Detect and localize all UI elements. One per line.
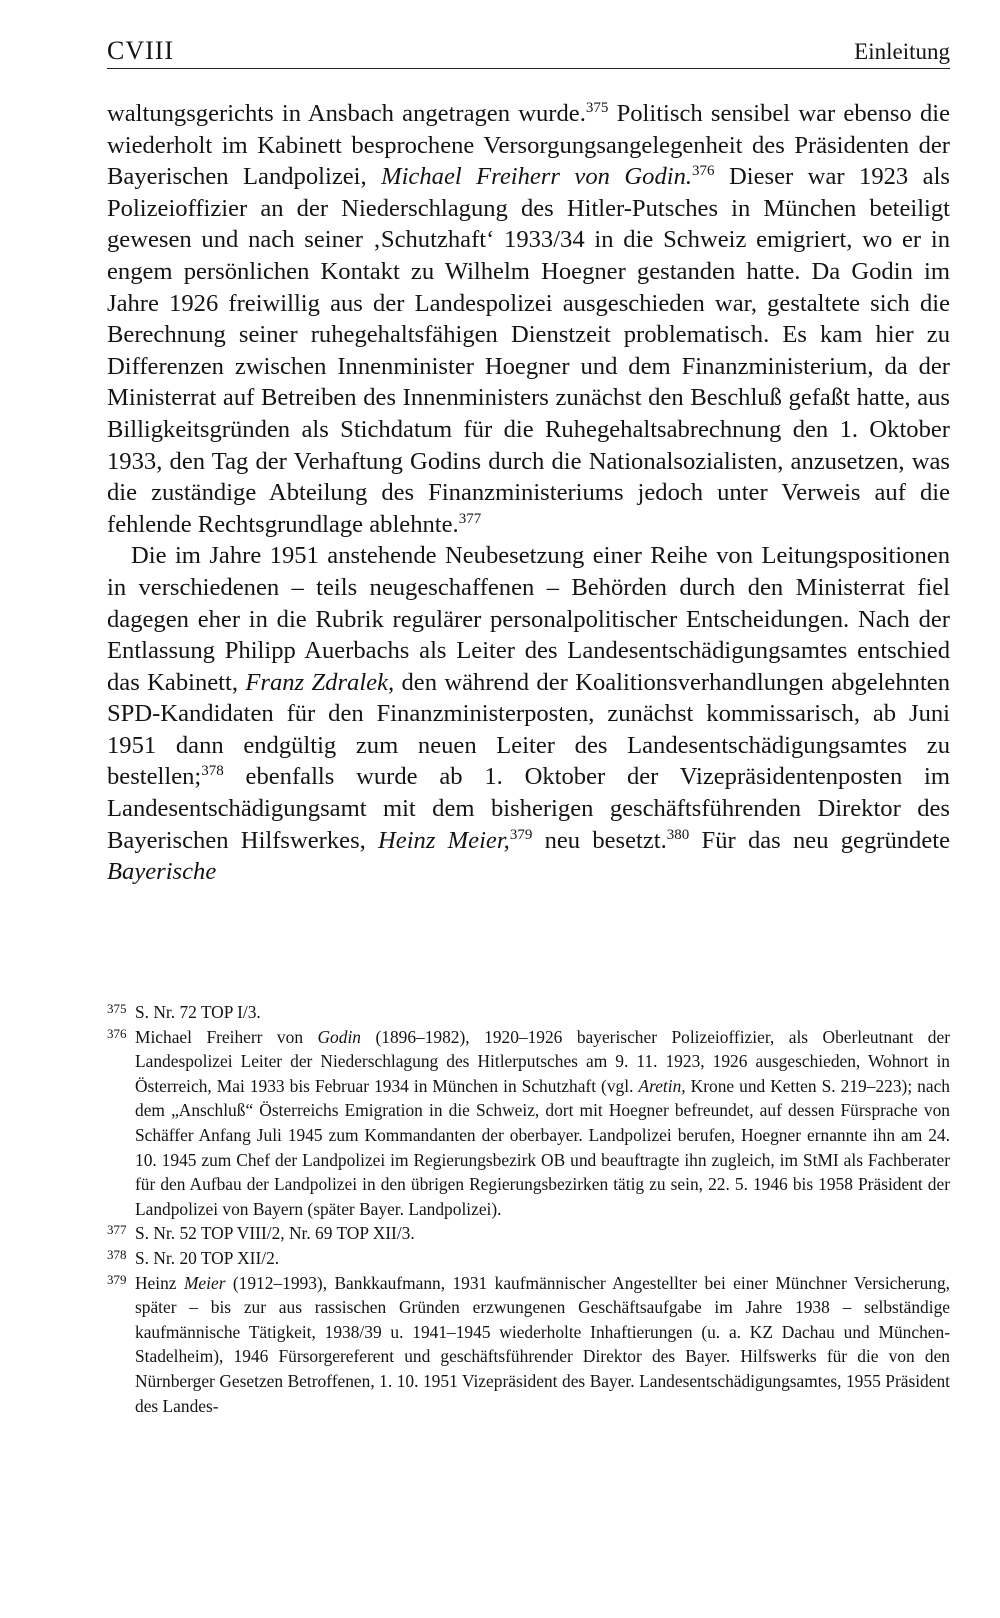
footnote-375 (107, 1000, 950, 1025)
text-run: (1896–1982), 1920–1926 bayerischer Polizeioffizier, als Oberleutnant der Landespolizei Leiter der Niederschlagung des Hitlerputsches am 9. 11. 1923, 1926 ausgeschieden, Wohnort in Österreich, Mai 1933 bis Februar 1934 in München in Schutzhaft (vgl. (135, 1026, 950, 1096)
page-header (107, 36, 950, 69)
italic-name: Godin (317, 1026, 361, 1047)
footnote-number: 376 (107, 1025, 127, 1041)
text-run: (1912–1993), Bankkaufmann, 1931 kaufmännischer Angestellter bei einer Münchner Versicherung, später – bis zur aus rassischen Gründen erzwungenen Geschäftsaufgabe im Jahre 1938 – selbständige kaufmännische Tätigkeit, 1938/39 u. 1941–1945 wiederholte Inhaftierungen (u. a. KZ Dachau und München-Stadelheim), 1946 Fürsorgereferent und geschäftsführender Direktor des Bayer. Hilfswerks für die von den Nürnberger Gesetzen Betroffenen, 1. 10. 1951 Vizepräsident des Bayer. Landesentschädigungsamtes, 1955 Präsident des Landes- (135, 1272, 951, 1416)
footnotes (107, 1000, 950, 1418)
footnote-text (135, 1271, 950, 1419)
footnote-number: 377 (107, 1222, 127, 1238)
footnote-ref-378: 378 (201, 763, 224, 780)
text-run: waltungsgerichts in Ansbach angetragen wurde. (107, 100, 586, 127)
footnote-number: 379 (107, 1271, 127, 1287)
running-title: Einleitung (854, 39, 950, 64)
footnote-378 (107, 1246, 950, 1271)
person-name-zdralek: Franz Zdralek, (245, 668, 395, 696)
paragraph-2 (107, 540, 950, 888)
text-run: Krone und Ketten S. 219–223); nach dem „Anschluß“ Österreichs Emigration in die Schweiz, dort mit Hoegner befreundet, auf dessen Fürsprache von Schäffer Anfang Juli 1945 zum Kommandanten der oberbayer. Landpolizei berufen, Hoegner ernannte ihn am 24. 10. 1945 zum Chef der Landpolizei im Regierungsbezirk OB und beauftragte ihn zugleich, im StMI als Fachberater für den Aufbau der Landpolizei in den übrigen Regierungsbezirken tätig zu sein, 22. 5. 1946 bis 1958 Präsident der Landpolizei von Bayern (später Bayer. Landpolizei). (135, 1075, 951, 1219)
text-run: ebenfalls wurde ab 1. Oktober der Vizepräsidentenposten im Landesentschädigungsamt mit dem bisherigen geschäftsführenden Direktor des Bayerischen Hilfswerkes, (107, 763, 950, 854)
person-name-godin: Michael Freiherr von Godin. (381, 163, 693, 191)
footnote-376 (107, 1025, 950, 1222)
footnote-ref-375: 375 (585, 100, 609, 116)
page-number: CVIII (107, 36, 175, 65)
footnote-ref-379: 379 (509, 826, 533, 843)
text-run: Michael Freiherr von (135, 1026, 318, 1047)
text-run: neu besetzt. (532, 826, 667, 854)
text-run: Die im Jahre 1951 anstehende Neubesetzung einer Reihe von Leitungspositionen in verschiedenen – teils neugeschaffenen – Behörden durch den Ministerrat fiel dagegen eher in die Rubrik regulärer personalpolitischer Entscheidungen. Nach der Entlassung Philipp Auerbachs als Leiter des Landesentschädigungsamtes entschied das Kabinett, (107, 542, 950, 696)
text-run: Heinz (135, 1272, 184, 1293)
text-run: Dieser war 1923 als Polizeioffizier an der Niederschlagung des Hitler-Putsches in München beteiligt gewesen und nach seiner ‚Schutzhaft‘ 1933/34 in die Schweiz emigriert, wo er in engem persönlichen Kontakt zu Wilhelm Hoegner gestanden hatte. Da Godin im Jahre 1926 freiwillig aus der Landespolizei ausgeschieden war, gestaltete sich die Berechnung seiner ruhegehaltsfähigen Dienstzeit problematisch. Es kam hier zu Differenzen zwischen Innenminister Hoegner und dem Finanzministerium, da der Ministerrat auf Betreiben des Innenministers zunächst den Beschluß gefaßt hatte, aus Billigkeitsgründen als Stichdatum für die Ruhegehaltsabrechnung den 1. Oktober 1933, den Tag der Verhaftung Godins durch die Nationalsozialisten, anzusetzen, was die zuständige Abteilung des Finanzministeriums jedoch unter Verweis auf die fehlende Rechtsgrundlage ablehnte. (107, 163, 950, 538)
paragraph-1 (107, 98, 950, 540)
footnote-text: S. Nr. 72 TOP I/3. (135, 1002, 261, 1022)
main-text (107, 98, 950, 888)
footnote-379 (107, 1271, 950, 1419)
footnote-text: S. Nr. 52 TOP VIII/2, Nr. 69 TOP XII/3. (135, 1223, 415, 1244)
footnote-text (135, 1025, 950, 1222)
person-name-meier: Heinz Meier, (378, 826, 510, 854)
footnote-text: S. Nr. 20 TOP XII/2. (135, 1247, 280, 1268)
footnote-ref-377: 377 (458, 510, 482, 527)
italic-name: Meier (183, 1272, 226, 1293)
italic-term: Bayerische (107, 858, 217, 886)
text-run: Für das neu gegründete (689, 826, 950, 854)
italic-name: Aretin, (638, 1075, 686, 1096)
text-run: den während der Koalitionsverhandlungen abgelehnten SPD-Kandidaten für den Finanzministerposten, zunächst kommissarisch, ab Juni 1951 dann endgültig zum neuen Leiter des Landesentschädigungsamtes zu bestellen; (107, 668, 950, 791)
footnote-ref-380: 380 (666, 826, 690, 843)
footnote-377 (107, 1221, 950, 1246)
footnote-number: 378 (107, 1246, 127, 1262)
text-run: Politisch sensibel war ebenso die wiederholt im Kabinett besprochene Versorgungsangelegenheit des Präsidenten der Bayerischen Landpolizei, (107, 100, 950, 191)
footnote-ref-376: 376 (692, 163, 715, 180)
footnote-number: 375 (107, 1001, 127, 1016)
